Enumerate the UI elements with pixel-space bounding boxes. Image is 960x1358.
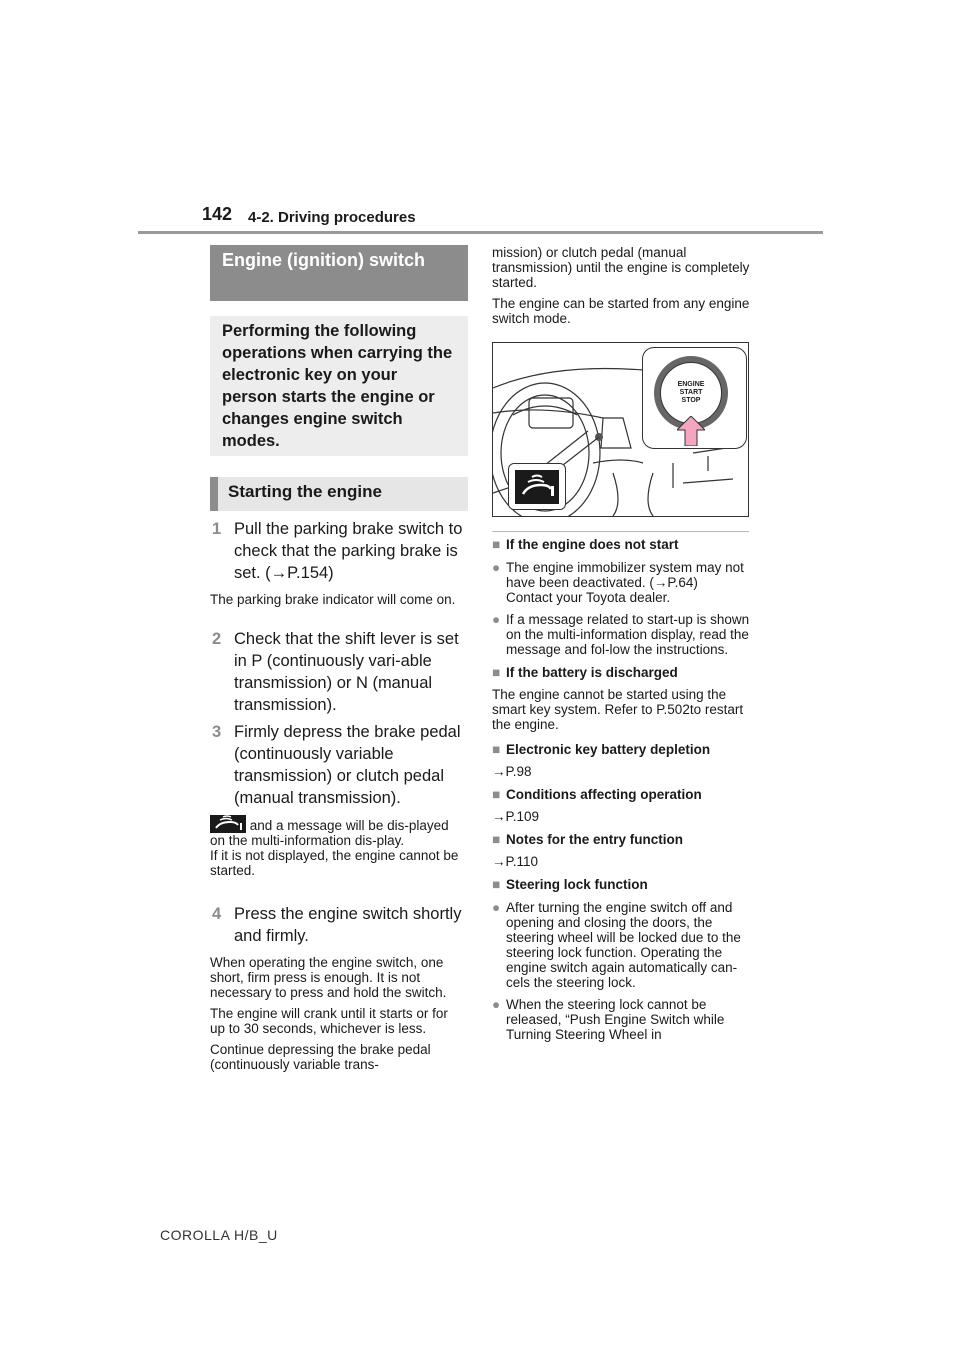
battery-text: The engine cannot be started using the smart key system. Refer to P.502to restart the engine. xyxy=(492,687,744,732)
heading-steering xyxy=(492,877,750,893)
section-title: 4-2. Driving procedures xyxy=(248,209,416,226)
bullet-text: If a message related to start-up is shown on the multi-information display, read the message and fol-low the instructions. xyxy=(506,612,750,657)
bullet-icon: ● xyxy=(492,997,501,1012)
button-label: START xyxy=(679,389,703,396)
bullet-text: After turning the engine switch off and opening and closing the doors, the steering wheel will be locked due to the steering lock function. Operating the engine switch again automatically can-cels the steering lock. xyxy=(506,900,741,990)
divider xyxy=(492,531,749,532)
indicator-callout xyxy=(508,463,566,510)
continued-text xyxy=(492,245,750,332)
bullet-text: When the steering lock cannot be released, “Push Engine Switch while Turning Steering Wheel in xyxy=(506,997,725,1042)
subheading: Starting the engine xyxy=(210,477,468,511)
intro-box: Performing the following operations when carrying the electronic key on your person starts the engine or changes engine switch modes. xyxy=(210,316,468,456)
step-1 xyxy=(212,518,464,584)
page-reference[interactable]: →P.98 xyxy=(492,764,532,779)
step-3-note xyxy=(210,815,465,884)
heading-text: Steering lock function xyxy=(506,877,648,892)
engine-start-stop-button xyxy=(660,362,722,424)
bullet-item xyxy=(492,900,750,990)
bullet-line: Contact your Toyota dealer. xyxy=(506,590,671,605)
section-bar: Engine (ignition) switch xyxy=(210,245,468,301)
button-label: STOP xyxy=(681,397,701,404)
page-reference[interactable]: →P.110 xyxy=(492,854,539,869)
step-4 xyxy=(212,903,464,947)
square-icon: ■ xyxy=(492,787,501,802)
heading-conditions xyxy=(492,787,750,803)
square-icon: ■ xyxy=(492,665,501,680)
heading-text: Electronic key battery depletion xyxy=(506,742,711,757)
page-number: 142 xyxy=(202,204,233,224)
body-text: mission) or clutch pedal (manual transmission) until the engine is completely started. xyxy=(492,245,750,290)
note-text: and a message will be dis-played on the multi-information dis-play. xyxy=(210,818,449,848)
bullet-item xyxy=(492,997,750,1042)
bullet-icon: ● xyxy=(492,900,501,915)
header-rule xyxy=(138,231,823,234)
note-text: The engine will crank until it starts or for up to 30 seconds, whichever is less. xyxy=(210,1006,448,1036)
heading-text: Conditions affecting operation xyxy=(506,787,702,802)
square-icon: ■ xyxy=(492,877,501,892)
footer-model: COROLLA H/B_U xyxy=(160,1227,278,1243)
heading-battery xyxy=(492,665,750,681)
bullet-icon: ● xyxy=(492,612,501,627)
step-text: Press the engine switch shortly and firmly. xyxy=(234,905,462,945)
square-icon: ■ xyxy=(492,832,501,847)
note-text: Continue depressing the brake pedal (continuously variable trans- xyxy=(210,1042,431,1072)
brake-hold-icon xyxy=(515,470,559,504)
step-3 xyxy=(212,721,464,809)
button-callout xyxy=(642,347,747,449)
square-icon: ■ xyxy=(492,537,501,552)
notes-column xyxy=(492,537,750,1042)
page-reference[interactable]: →P.109 xyxy=(492,809,540,824)
heading-text: If the engine does not start xyxy=(506,537,679,552)
note-text: The parking brake indicator will come on. xyxy=(210,592,456,607)
square-icon: ■ xyxy=(492,742,501,757)
note-text: If it is not displayed, the engine cannot be started. xyxy=(210,848,459,878)
step-2 xyxy=(212,628,464,716)
bullet-line: The engine immobilizer system may not have been deactivated. (→P.64) xyxy=(506,560,744,590)
button-label: ENGINE xyxy=(677,381,705,388)
bullet-icon: ● xyxy=(492,560,501,575)
step-4-notes xyxy=(210,955,465,1078)
heading-key-battery xyxy=(492,742,750,758)
step-number: 3 xyxy=(212,723,222,741)
bullet-item xyxy=(492,612,750,657)
bullet-item xyxy=(492,560,750,605)
bullet-text xyxy=(506,560,750,605)
step-number: 2 xyxy=(212,630,222,648)
indicator-line xyxy=(210,815,465,848)
step-text: Pull the parking brake switch to check that the parking brake is set. (→P.154) xyxy=(234,520,463,582)
step-1-note xyxy=(210,592,468,613)
note-text: When operating the engine switch, one short, firm press is enough. It is not necessary to press and hold the switch. xyxy=(210,955,447,1000)
heading-text: If the battery is discharged xyxy=(506,665,678,680)
illustration xyxy=(492,342,749,517)
heading-not-start xyxy=(492,537,750,553)
heading-entry xyxy=(492,832,750,848)
heading-text: Notes for the entry function xyxy=(506,832,684,847)
step-number: 4 xyxy=(212,905,222,923)
press-arrow-icon xyxy=(677,416,705,446)
body-text: The engine can be started from any engine switch mode. xyxy=(492,296,750,326)
step-text: Firmly depress the brake pedal (continuously variable transmission) or clutch pedal (manual transmission). xyxy=(234,723,461,807)
brake-hold-icon xyxy=(210,815,246,833)
step-text: Check that the shift lever is set in P (continuously vari-able transmission) or N (manual transmission). xyxy=(234,630,459,714)
step-number: 1 xyxy=(212,520,222,538)
